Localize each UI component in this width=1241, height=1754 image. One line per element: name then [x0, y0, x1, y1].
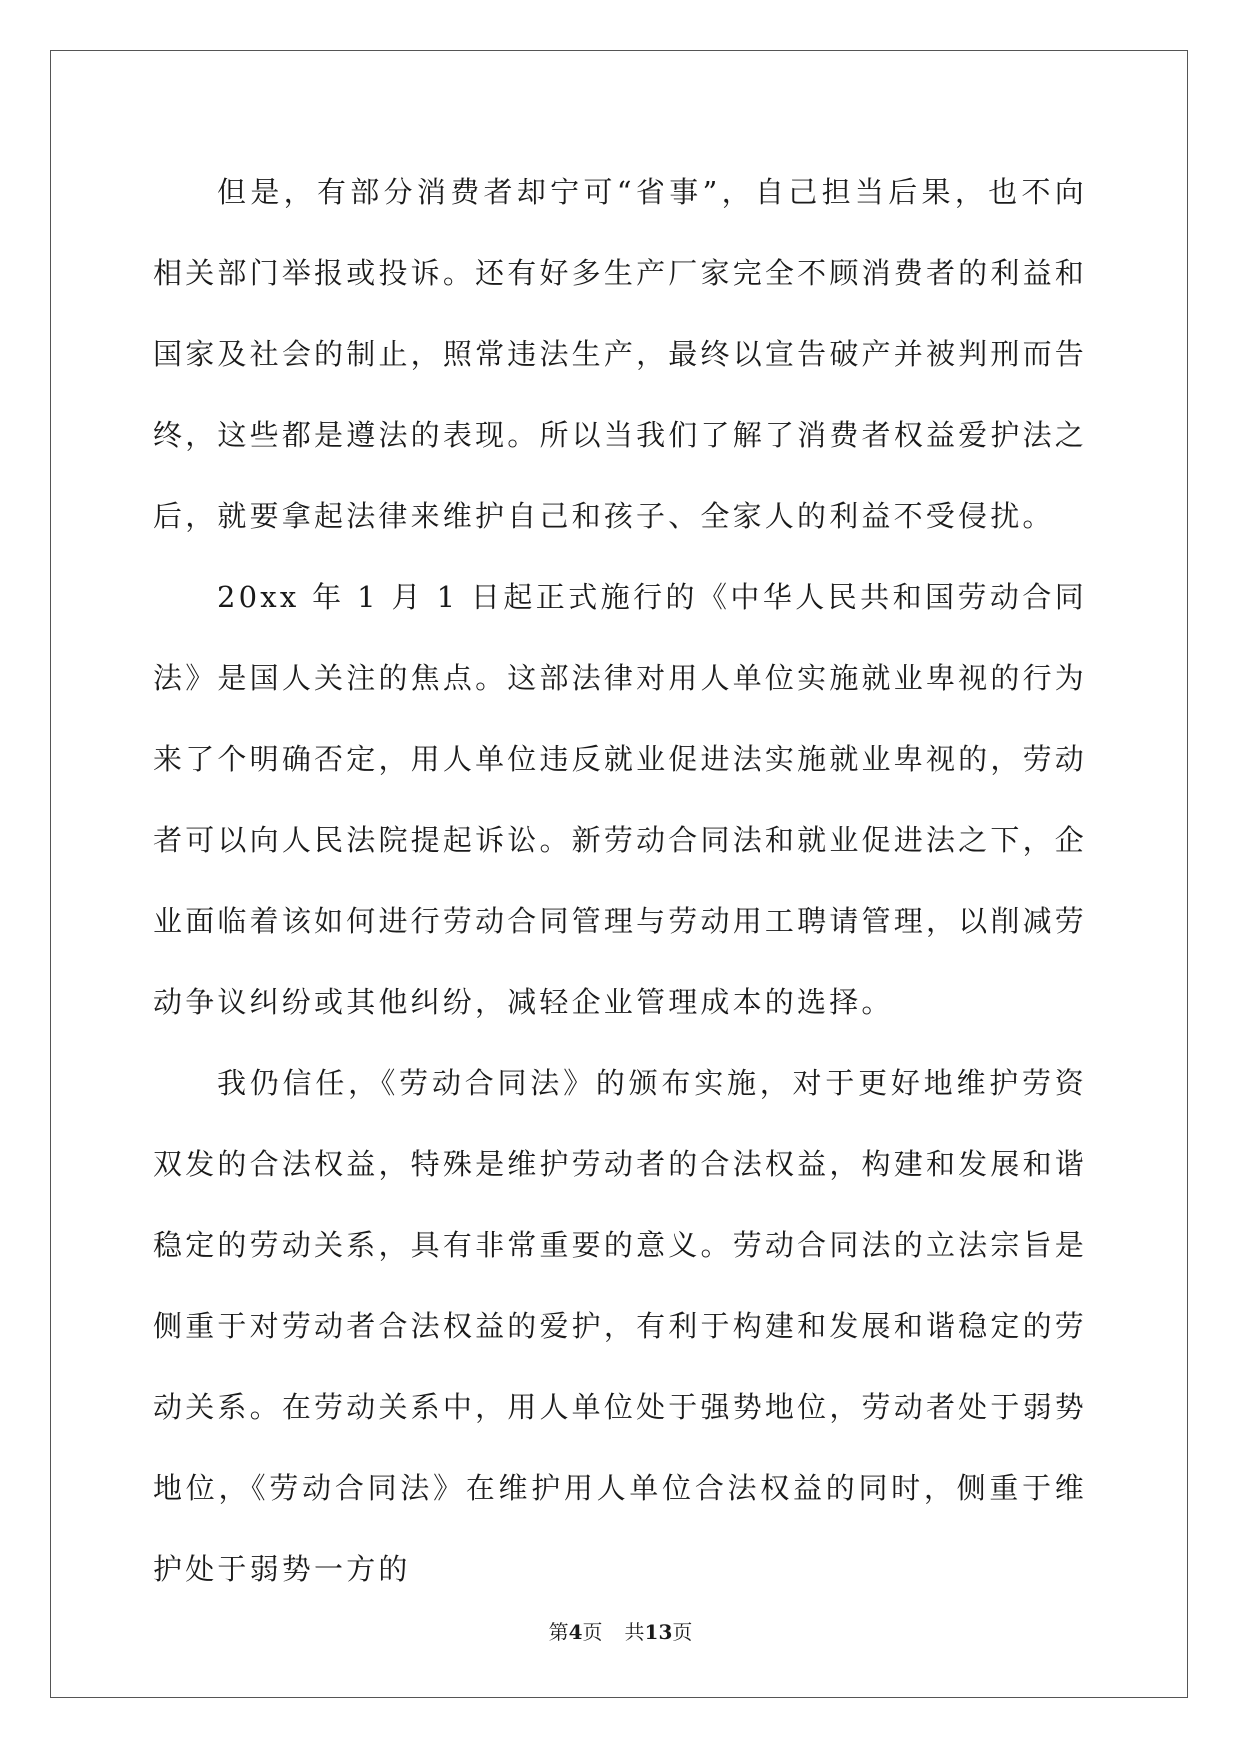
page-suffix: 页 [582, 1620, 603, 1644]
total-suffix: 页 [672, 1620, 693, 1644]
paragraph-2: 20xx 年 1 月 1 日起正式施行的《中华人民共和国劳动合同法》是国人关注的焦点。这部法律对用人单位实施就业卑视的行为来了个明确否定，用人单位违反就业促进法实施就业卑视的，劳动者可以向人民法院提起诉讼。新劳动合同法和就业促进法之下，企业面临着该如何进行劳动合同管理与劳动用工聘请管理，以削减劳动争议纠纷或其他纠纷，减轻企业管理成本的选择。 [153, 580, 1087, 1019]
current-page-number: 4 [568, 1620, 583, 1644]
document-body [153, 152, 1087, 1610]
total-prefix: 共 [624, 1620, 645, 1644]
paragraph-3: 我仍信任，《劳动合同法》的颁布实施，对于更好地维护劳资双发的合法权益，特殊是维护劳动者的合法权益，构建和发展和谐稳定的劳动关系，具有非常重要的意义。劳动合同法的立法宗旨是侧重于对劳动者合法权益的爱护，有利于构建和发展和谐稳定的劳动关系。在劳动关系中，用人单位处于强势地位，劳动者处于弱势地位，《劳动合同法》在维护用人单位合法权益的同时，侧重于维护处于弱势一方的 [153, 1066, 1087, 1586]
page-footer [0, 1620, 1241, 1644]
paragraph-1: 但是，有部分消费者却宁可“省事”，自己担当后果，也不向相关部门举报或投诉。还有好多生产厂家完全不顾消费者的利益和国家及社会的制止，照常违法生产，最终以宣告破产并被判刑而告终，这些都是遵法的表现。所以当我们了解了消费者权益爱护法之后，就要拿起法律来维护自己和孩子、全家人的利益不受侵扰。 [153, 175, 1087, 533]
total-pages-number: 13 [644, 1620, 673, 1644]
page-prefix: 第 [548, 1620, 569, 1644]
